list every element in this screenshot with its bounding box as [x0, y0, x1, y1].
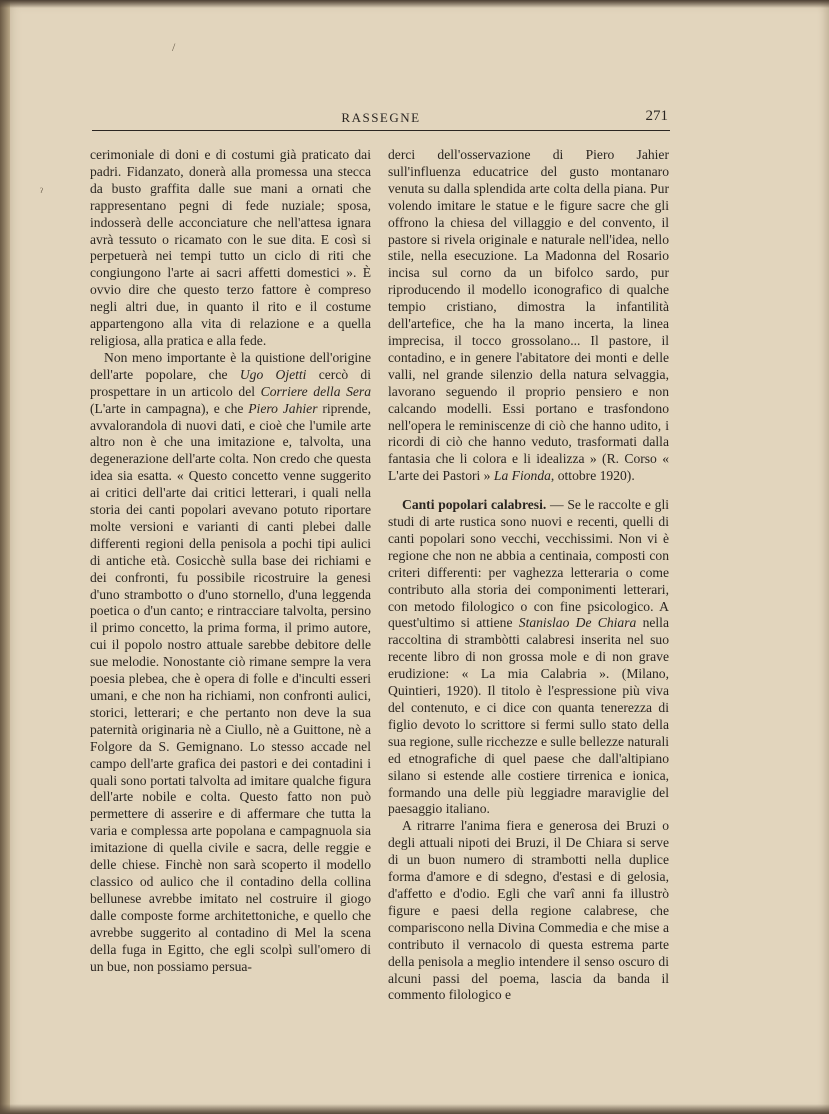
page-header: [92, 108, 670, 131]
text-run: derci dell'osservazione di Piero Jahier sull'influenza educatrice del gusto montanaro venuta su dalla splendida arte colta della piana. Pur volendo imitare le statue e le figure sacre che gli offrono la chiesa del villaggio e del convento, il pastore si rivela originale e naturale nell'idea, nello stile, nella esecuzione. La Madonna del Rosario incisa sul corno da un bifolco sardo, pur riproducendo il modello iconografico di qualche tempio cristiano, dimostra la infantilità dell'artefice, che ha la mano incerta, la linea imprecisa, il tocco grossolano... Il pastore, il contadino, e in genere l'abitatore dei monti e delle valli, nel grande silenzio della natura selvaggia, lavorano seguendo il proprio pensiero e non calcando modelli. Essi portano e trasfondono nell'opera le reminiscenze di ciò che hanno udito, i ricordi di ciò che hanno veduto, trasformati dalla fantasia che li colora e li idealizza » (R. Corso « L'arte dei Pastori »: [388, 147, 669, 484]
journal-title: La Fionda: [493, 468, 551, 484]
text-run: — Se le raccolte e gli studi di arte rustica sono nuovi e recenti, quelli di canti popolari sono vecchi, vecchissimi. Non vi è regione che non ne abbia a centinaia, composti con criteri differenti: per vaghezza letteraria o come contributo alla storia dei componimenti letterari, con metodo filologico o con fine psicologico. A quest'ultimo si attiene: [388, 497, 669, 631]
margin-mark: /: [172, 40, 176, 54]
author-name: Piero Jahier: [248, 400, 318, 416]
section-heading: Canti popolari calabresi.: [402, 497, 547, 513]
page-top-edge: [0, 0, 829, 8]
margin-mark: ˀ: [40, 185, 43, 199]
text-run: (L'arte in campagna), e che: [90, 400, 249, 416]
author-name: Stanislao De Chiara: [518, 615, 637, 631]
text-run: nella raccoltina di strambòtti calabresi inserita nel suo recente libro di non grossa mole e di non grave erudizione: « La mia Calabria ». (Milano, Quintieri, 1920). Il titolo è l'espressione più viva del contenuto, e ci dice con quanta tenerezza di figlio devoto lo scrittore si fermi sullo stato della sua regione, sulle ricchezze e sulle bellezze naturali ed etnografiche di quel paese che dall'altipiano silano si estende alle costiere tirrenica e ionica, formando una delle più leggiadre maraviglie del paesaggio italiano.: [388, 615, 669, 817]
left-column: [90, 147, 371, 975]
text-run: , ottobre 1920).: [550, 468, 635, 484]
text-run: cercò di prospettare in un articolo del: [90, 366, 371, 399]
page-number: 271: [645, 108, 668, 124]
page-bottom-edge: [0, 1104, 829, 1114]
journal-title: Corriere della Sera: [260, 383, 371, 399]
right-column: [388, 147, 669, 1004]
paragraph: cerimoniale di doni e di costumi già praticato dai padri. Fidanzato, donerà alla promessa una stecca da busto graffita dalle sue mani a ornati che rappresentano pegni di fede nuziale; sposa, indosserà delle acconciature che nell'attesa ignara avrà tessuto o ricamato con le sue dita. E così si perpetuerà nei tempi tutto un ciclo di riti che congiungono l'arte ai sacri affetti domestici ». È ovvio dire che questo terzo fattore è compreso negli altri due, in quanto il rito e il costume appartengono alla vita di relazione e a quella religiosa, alla pratica e alla fede.: [90, 147, 371, 348]
text-run: Non meno importante è la quistione dell'origine dell'arte popolare, che: [90, 349, 371, 382]
paragraph: [388, 147, 669, 485]
paragraph: A ritrarre l'anima fiera e generosa dei Bruzi o degli attuali nipoti dei Bruzi, il De Chiara si serve di un buon numero di strambotti nella duplice forma d'amore e di sdegno, d'estasi e di gelosia, d'affetto e d'odio. Egli che varî anni fa illustrò figure e paesi della regione calabrese, che compariscono nella Divina Commedia e che mise a contributo il vernacolo di questa estrema parte della penisola a meglio intendere il senso oscuro di alcuni passi del poema, lascia da banda il commento filologico e: [388, 818, 669, 1003]
book-spine-shadow: [0, 0, 10, 1114]
paragraph: [90, 350, 371, 976]
text-run: riprende, avvalorandola di nuovi dati, e cioè che l'umile arte altro non è che una imitazione e, talvolta, una degenerazione dell'arte colta. Non credo che questa idea sia esatta. « Questo concetto venne suggerito ai critici dell'arte dai critici letterari, i quali nella storia dei canti popolari avevano potuto riportare molte versioni e varianti di canti plebei dalle differenti regioni della penisola a pochi tipi aulici di antiche età. Cosicchè sulla base dei richiami e dei confronti, fu possibile ricostruire la genesi d'uno strambotto o d'uno stornello, d'una leggenda poetica o d'un canto; e rintracciare talvolta, persino il primo concetto, la prima forma, il primo autore, cui il popolo nostro attuale sarebbe debitore delle sue melodie. Nonostante ciò rimane sempre la vera poesia plebea, che è opera di folle e d'inculti esseri umani, e che non ha richiami, non confronti aulici, storici, letterari; e che pertanto non deve la sua paternità originaria nè a Ciullo, nè a Guittone, nè a Folgore da S. Gemignano. Lo stesso accade nel campo dell'arte grafica dei pastori e dei contadini i quali sono portati talvolta ad imitare qualche figura dell'arte nobile e colta. Questo fatto non può permettere di asserire e di affermare che tutta la varia e complessa arte popolana e campagnuola sia imitazione di quella civile e sacra, delle reggie e delle chiese. Finchè non sarà scoperto il modello classico od aulico che il contadino della collina bellunese avrebbe imitato nel costruire il giogo dalle composte forme architettoniche, e quello che avrebbe suggerito al contadino di Mel la scena della fuga in Egitto, che egli scolpì sull'omero di un bue, non possiamo persua-: [90, 400, 372, 974]
author-name: Ugo Ojetti: [239, 366, 307, 382]
section-paragraph: [388, 497, 669, 818]
running-title: RASSEGNE: [341, 110, 421, 125]
